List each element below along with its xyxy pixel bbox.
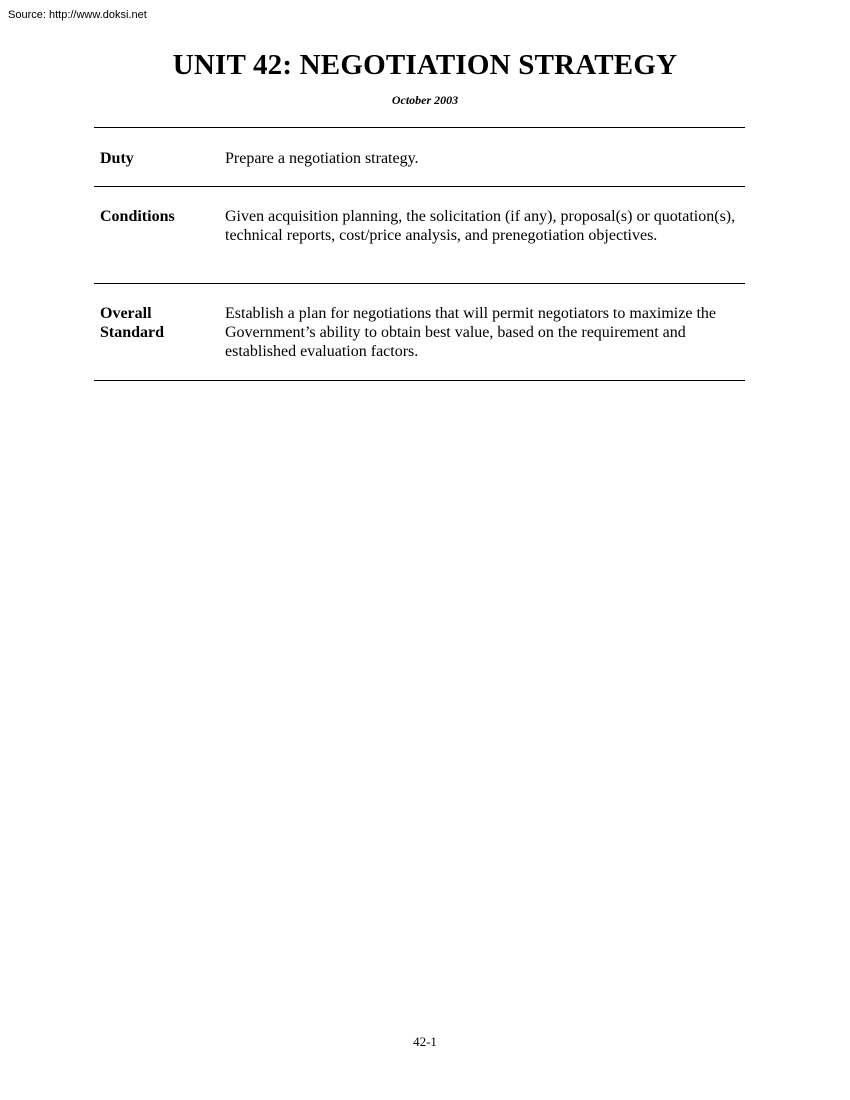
conditions-text: Given acquisition planning, the solicitation (if any), proposal(s) or quotation(s), technical reports, cost/price analysis, and prenegotiation objectives.: [225, 208, 736, 244]
conditions-row: [94, 187, 745, 284]
page-title: UNIT 42: NEGOTIATION STRATEGY: [172, 49, 678, 81]
duty-text: Prepare a negotiation strategy.: [225, 150, 419, 167]
document-date: October 2003: [391, 93, 459, 107]
source-note: Source: http://www.doksi.net: [8, 9, 147, 21]
duty-row: [94, 128, 745, 187]
conditions-label: Conditions: [100, 208, 175, 225]
overall-standard-row: [94, 284, 745, 381]
standards-table: [94, 127, 745, 381]
duty-label: Duty: [100, 150, 134, 167]
overall-standard-text: Establish a plan for negotiations that will permit negotiators to maximize the Government’s ability to obtain best value, based on the requirement and established evaluation factors.: [225, 305, 716, 360]
page-number: 42-1: [413, 1034, 437, 1049]
overall-standard-label: Overall Standard: [100, 305, 165, 341]
